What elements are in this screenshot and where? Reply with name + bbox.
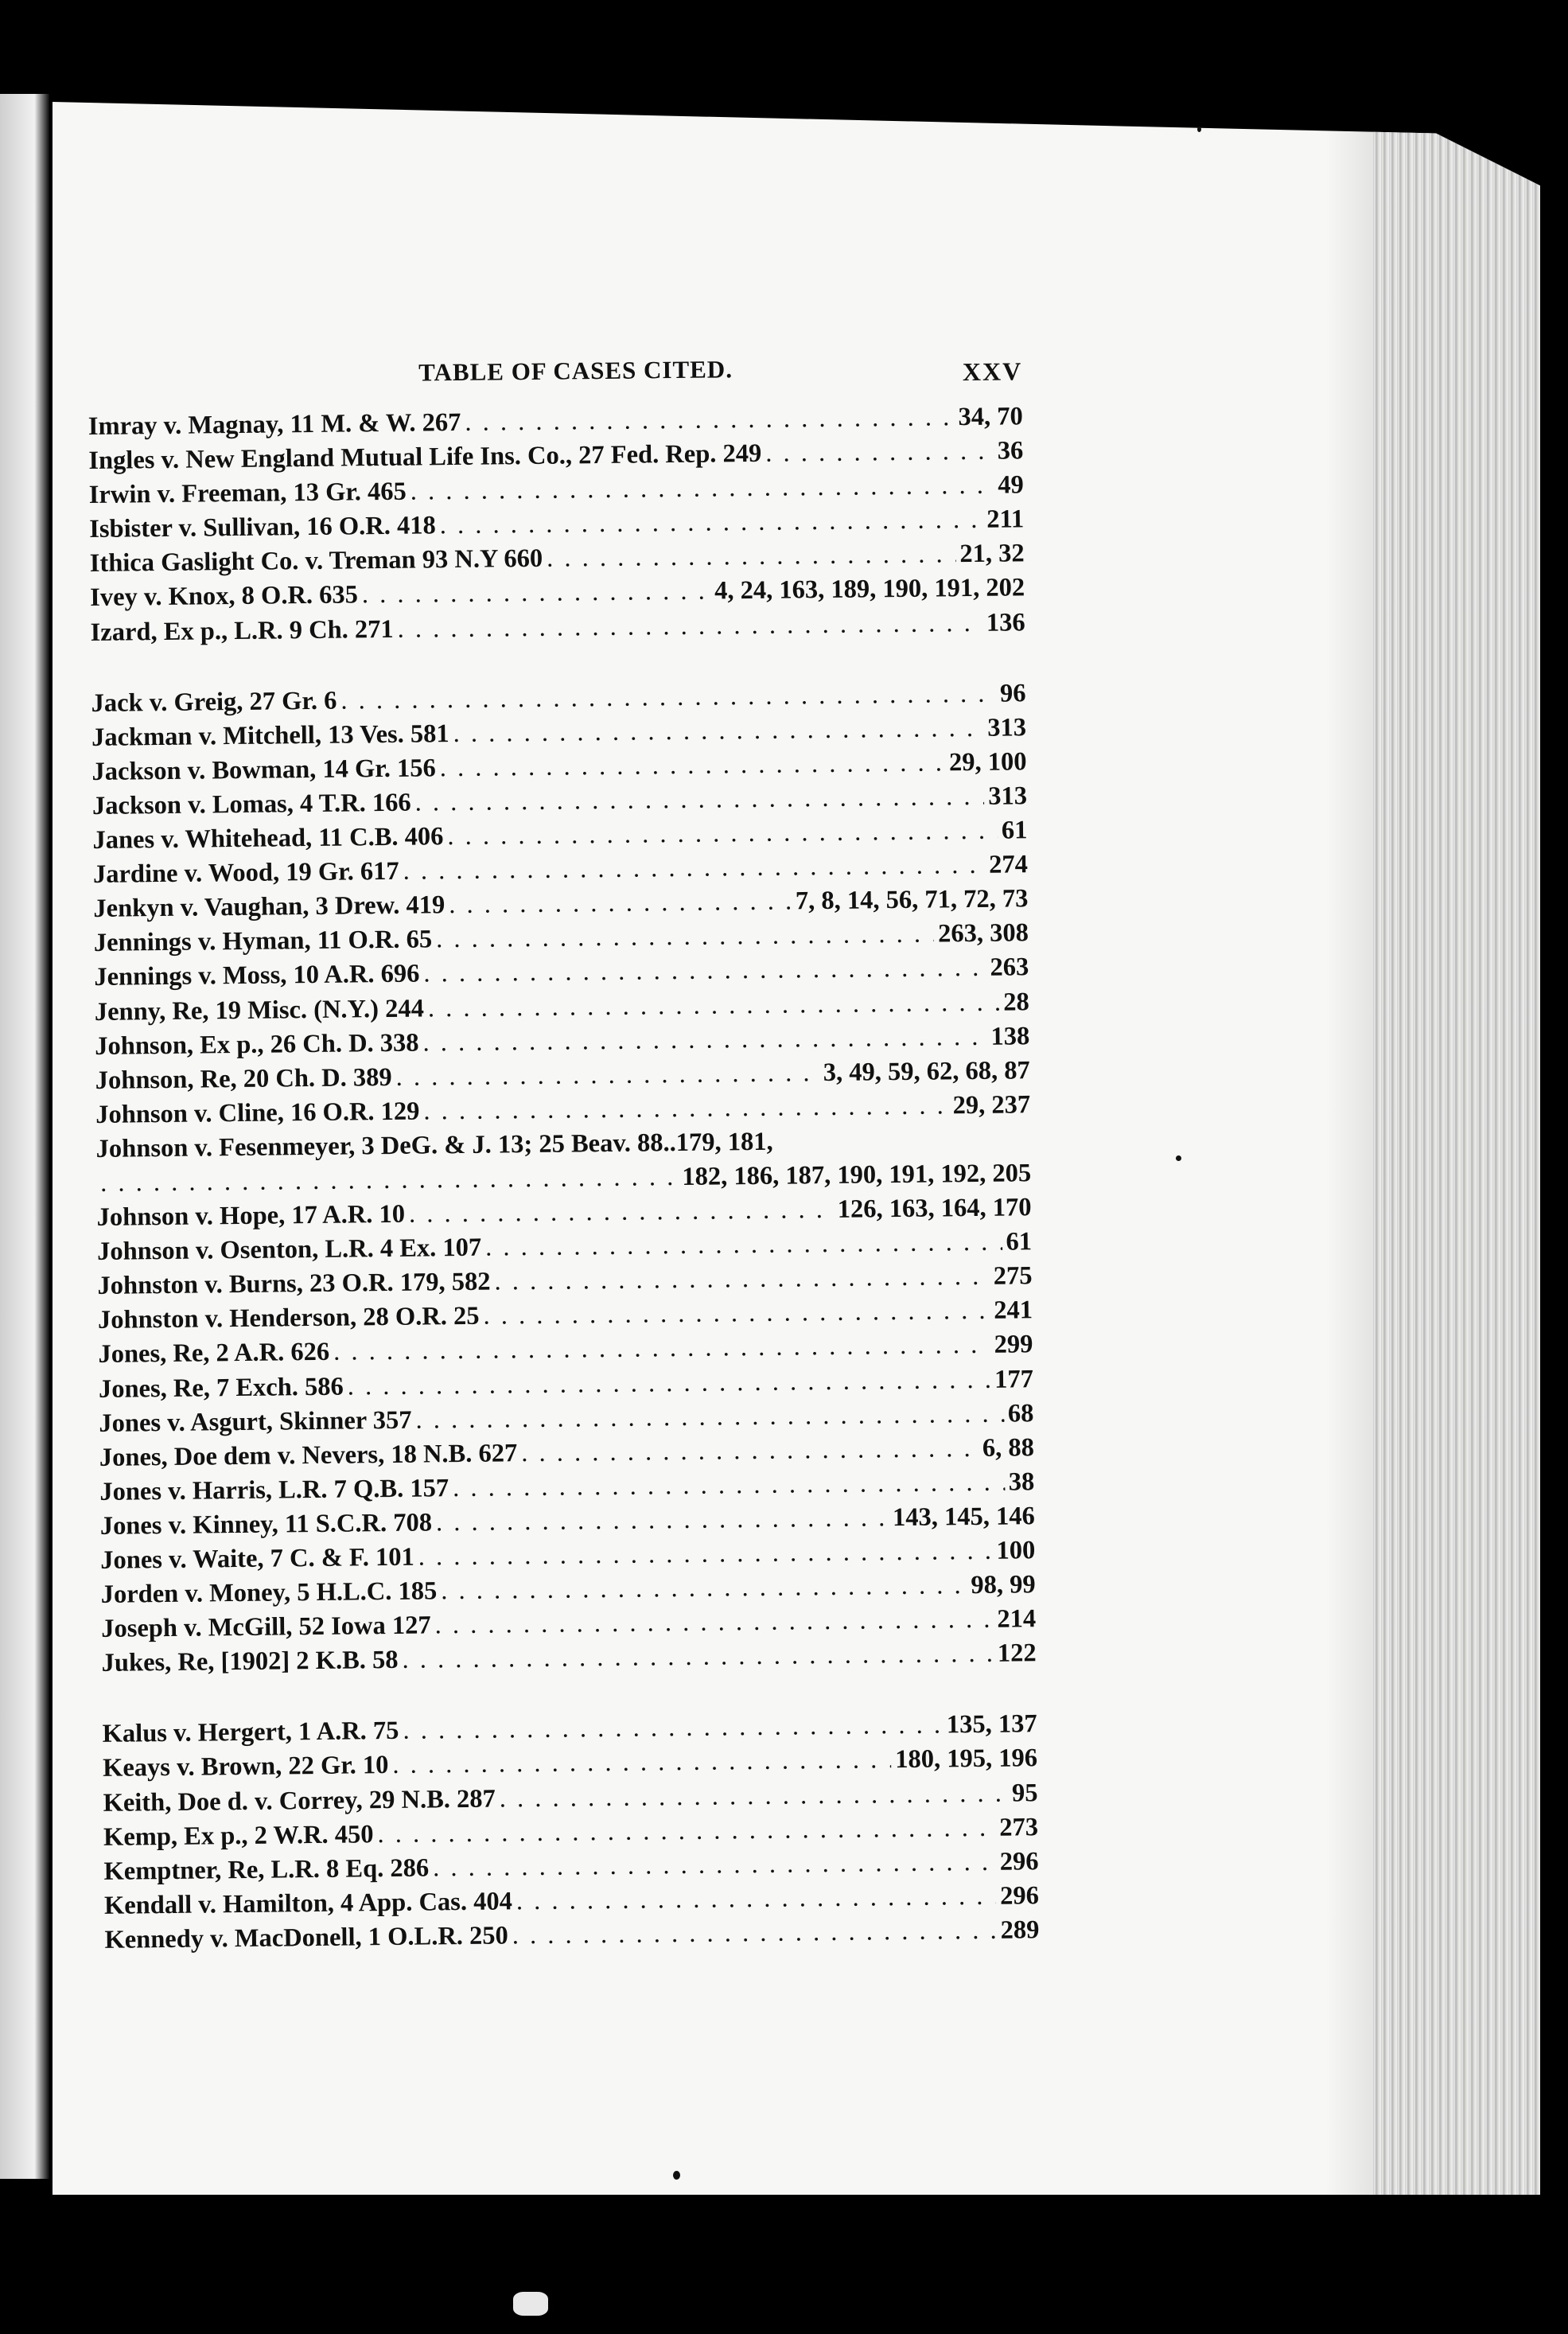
- dot-leader: [512, 1914, 997, 1954]
- page-references: 211: [986, 505, 1025, 535]
- page-references: 135, 137: [946, 1709, 1037, 1740]
- dot-leader: [449, 885, 792, 923]
- case-name: Jukes, Re, [1902] 2 K.B. 58: [101, 1646, 399, 1678]
- page-references: 68: [1007, 1398, 1034, 1428]
- dot-leader: [362, 575, 711, 613]
- case-name: Johnson v. Hope, 17 A.R. 10: [96, 1199, 406, 1232]
- dot-leader: [423, 951, 986, 992]
- dot-leader: [465, 400, 955, 440]
- case-name: Isbister v. Sullivan, 16 O.R. 418: [89, 511, 436, 544]
- dot-leader: [422, 1019, 986, 1060]
- page-references: 95: [1011, 1778, 1038, 1808]
- page-references: 61: [1006, 1227, 1033, 1257]
- page-references: 289: [1000, 1915, 1040, 1945]
- dot-leader: [414, 780, 984, 820]
- page-references: 36: [997, 436, 1024, 466]
- page-references: 29, 100: [948, 747, 1027, 777]
- case-name: Jackman v. Mitchell, 13 Ves. 581: [91, 719, 449, 752]
- case-name: Johnson v. Osenton, L.R. 4 Ex. 107: [96, 1233, 482, 1267]
- page-references: 263: [990, 953, 1029, 983]
- case-name: Johnson v. Cline, 16 O.R. 129: [95, 1097, 420, 1129]
- page-references: 274: [988, 850, 1029, 879]
- page-references: 34, 70: [958, 402, 1024, 432]
- dot-leader: [440, 746, 946, 785]
- case-name: Jack v. Greig, 27 Gr. 6: [91, 686, 337, 718]
- dot-leader: [547, 538, 956, 577]
- page-references: 143, 145, 146: [892, 1502, 1035, 1533]
- case-name: Kemp, Ex p., 2 W.R. 450: [103, 1819, 374, 1852]
- dot-leader: [395, 1056, 819, 1095]
- print-speck: [1197, 127, 1201, 132]
- case-name: Jones, Re, 2 A.R. 626: [98, 1338, 330, 1370]
- print-speck: [1176, 1155, 1181, 1161]
- page-references: 126, 163, 164, 170: [837, 1193, 1032, 1224]
- dot-leader: [436, 918, 934, 957]
- case-name: Jones, Re, 7 Exch. 586: [98, 1372, 344, 1404]
- case-name: Jackson v. Lomas, 4 T.R. 166: [91, 788, 411, 820]
- page-references: 273: [999, 1812, 1039, 1842]
- case-name: Jones v. Kinney, 11 S.C.R. 708: [99, 1508, 433, 1541]
- page-references: 98, 99: [971, 1570, 1036, 1600]
- dot-leader: [440, 503, 983, 543]
- page-references: 296: [999, 1846, 1039, 1876]
- dot-leader: [441, 1568, 967, 1608]
- case-name: Ivey v. Knox, 8 O.R. 635: [90, 580, 359, 613]
- dot-leader: [409, 1193, 834, 1232]
- case-name: Jones v. Harris, L.R. 7 Q.B. 157: [99, 1473, 449, 1506]
- case-name: Keays v. Brown, 22 Gr. 10: [102, 1751, 389, 1783]
- case-name: Izard, Ex p., L.R. 9 Ch. 271: [90, 614, 394, 647]
- case-name: Johnson v. Fesenmeyer, 3 DeG. & J. 13; 25 Beav. 88..179, 181,: [95, 1127, 773, 1163]
- page-references: 21, 32: [959, 539, 1025, 569]
- case-name: Jones v. Asgurt, Skinner 357: [99, 1405, 412, 1438]
- case-name: Ingles v. New England Mutual Life Ins. Co., 27 Fed. Rep. 249: [88, 438, 762, 476]
- dot-leader: [447, 814, 998, 855]
- case-name: Johnston v. Burns, 23 O.R. 179, 582: [97, 1267, 491, 1301]
- entries-group-k: [102, 1708, 1039, 1958]
- case-name: Jones, Doe dem v. Nevers, 18 N.B. 627: [99, 1438, 518, 1472]
- page-references: 28: [1003, 987, 1029, 1017]
- case-name: Jorden v. Money, 5 H.L.C. 185: [100, 1576, 438, 1610]
- entries-group-j: [91, 676, 1036, 1681]
- case-name: Irwin v. Freeman, 13 Gr. 465: [88, 477, 407, 510]
- case-name: Johnson, Ex p., 26 Ch. D. 338: [95, 1028, 419, 1061]
- page-references: 182, 186, 187, 190, 191, 192, 205: [682, 1159, 1032, 1191]
- case-name: Keith, Doe d. v. Correy, 29 N.B. 287: [103, 1784, 496, 1818]
- page-references: 29, 237: [952, 1090, 1031, 1120]
- page-references: 100: [996, 1536, 1036, 1565]
- dot-leader: [494, 1260, 990, 1299]
- dot-leader: [521, 1432, 979, 1471]
- page-references: 138: [990, 1021, 1030, 1051]
- case-name: Johnson, Re, 20 Ch. D. 389: [95, 1062, 392, 1095]
- case-name: Jennings v. Hyman, 11 O.R. 65: [93, 925, 433, 958]
- page-references: 275: [993, 1261, 1033, 1291]
- dot-leader: [433, 1845, 996, 1886]
- page-references: 313: [987, 713, 1027, 742]
- case-name: Jenny, Re, 19 Misc. (N.Y.) 244: [94, 993, 425, 1027]
- case-name: Jackson v. Bowman, 14 Gr. 156: [91, 754, 436, 786]
- dot-leader: [403, 1709, 943, 1748]
- case-name: Joseph v. McGill, 52 Iowa 127: [101, 1611, 431, 1644]
- page-edge-shadow: [1325, 102, 1373, 2195]
- page-references: 313: [988, 781, 1028, 811]
- case-name: Kemptner, Re, L.R. 8 Eq. 286: [103, 1853, 430, 1886]
- dot-leader: [428, 985, 1000, 1026]
- page-references: 38: [1008, 1467, 1035, 1497]
- page-references: 177: [994, 1364, 1034, 1394]
- dot-leader: [765, 434, 994, 471]
- page-references: 296: [999, 1881, 1040, 1911]
- case-name: Imray v. Magnay, 11 M. & W. 267: [88, 407, 461, 441]
- page-references: 61: [1001, 816, 1028, 845]
- print-speck: [513, 2292, 548, 2316]
- page-references: 7, 8, 14, 56, 71, 72, 73: [795, 884, 1029, 916]
- dot-leader: [397, 606, 982, 646]
- case-name: Kennedy v. MacDonell, 1 O.L.R. 250: [104, 1921, 508, 1954]
- case-name: Jenkyn v. Vaughan, 3 Drew. 419: [93, 890, 445, 924]
- dot-leader: [436, 1501, 889, 1540]
- table-of-cases: [88, 352, 1040, 1958]
- dot-leader: [434, 1603, 993, 1643]
- page-references: 122: [997, 1638, 1037, 1668]
- page-references: 6, 88: [982, 1432, 1035, 1463]
- dot-leader: [516, 1880, 997, 1919]
- page-references: 214: [997, 1604, 1037, 1634]
- dot-leader: [402, 1637, 994, 1677]
- page-references: 263, 308: [937, 918, 1029, 949]
- page-references: 49: [998, 470, 1024, 500]
- page-references: 96: [999, 678, 1026, 708]
- dot-leader: [392, 1744, 891, 1783]
- dot-leader: [453, 711, 983, 751]
- header-title: TABLE OF CASES CITED.: [418, 355, 733, 387]
- page-number: XXV: [962, 357, 1023, 387]
- page-references: 241: [994, 1296, 1033, 1326]
- adjacent-page-strip: [0, 94, 49, 2179]
- page-references: 4, 24, 163, 189, 190, 191, 202: [714, 573, 1025, 606]
- running-header: [88, 352, 1023, 410]
- page-references: 3, 49, 59, 62, 68, 87: [823, 1055, 1030, 1087]
- case-name: Jardine v. Wood, 19 Gr. 617: [92, 856, 399, 890]
- page-references: 299: [994, 1330, 1033, 1360]
- dot-leader: [485, 1225, 1002, 1265]
- dot-leader: [500, 1776, 1009, 1816]
- dot-leader: [418, 1534, 993, 1575]
- page-references: 180, 195, 196: [895, 1744, 1038, 1775]
- case-name: Kendall v. Hamilton, 4 App. Cas. 404: [103, 1887, 513, 1920]
- entries-group-i: [88, 399, 1025, 649]
- case-name: Ithica Gaslight Co. v. Treman 93 N.Y 660: [89, 544, 543, 579]
- page-stack-edge: [1373, 102, 1540, 2195]
- page-references: 136: [986, 607, 1025, 637]
- case-name: Johnston v. Henderson, 28 O.R. 25: [97, 1302, 480, 1335]
- case-name: Janes v. Whitehead, 11 C.B. 406: [92, 822, 444, 855]
- case-name: Jennings v. Moss, 10 A.R. 696: [94, 959, 420, 992]
- print-speck: [673, 2171, 680, 2180]
- dot-leader: [483, 1294, 990, 1334]
- dot-leader: [423, 1089, 949, 1128]
- dot-leader: [453, 1465, 1005, 1506]
- case-name: Jones v. Waite, 7 C. & F. 101: [100, 1542, 415, 1575]
- case-name: Kalus v. Hergert, 1 A.R. 75: [102, 1716, 399, 1749]
